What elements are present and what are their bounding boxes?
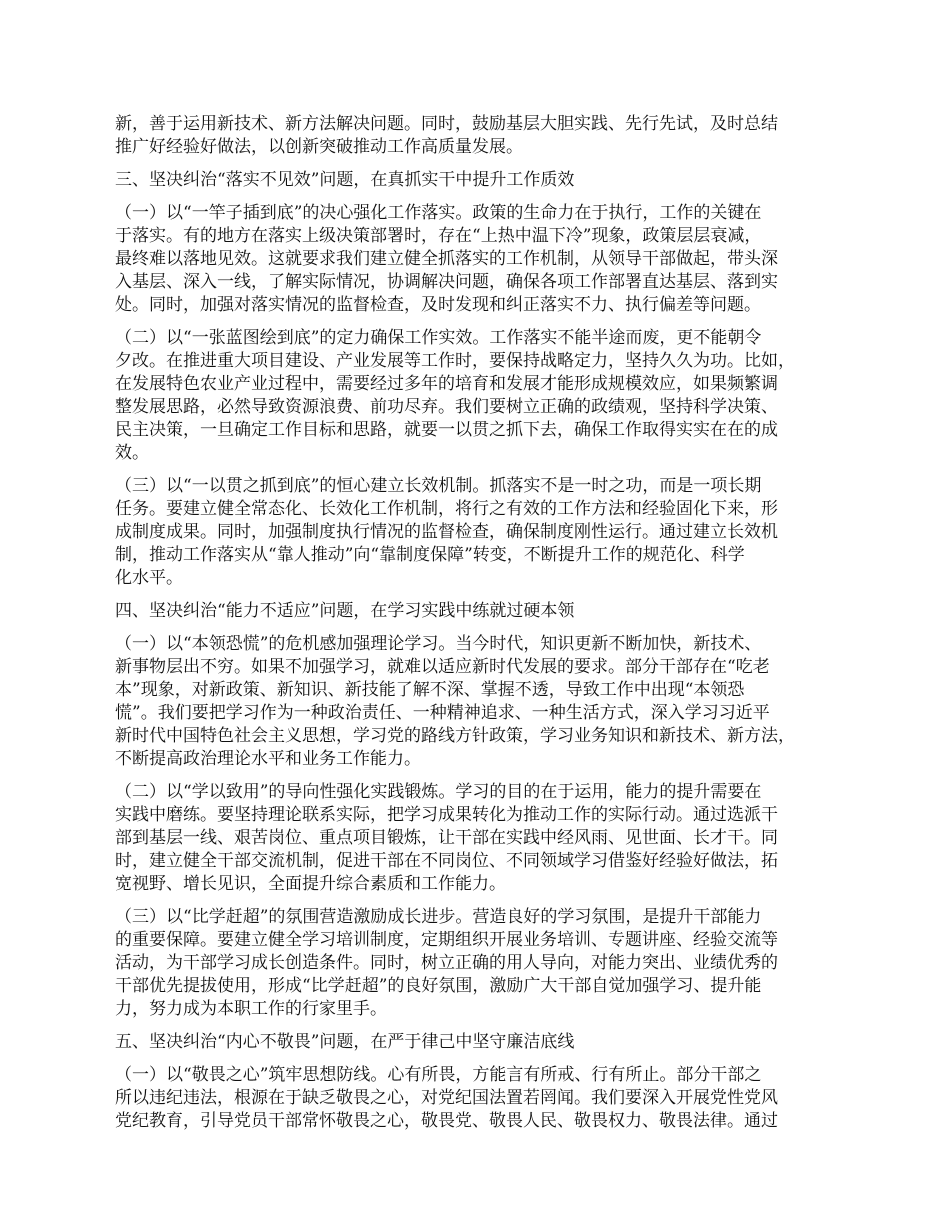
paragraph [115, 633, 845, 771]
text-line: （一）以“一竿子插到底”的决心强化工作落实。政策的生命力在于执行，工作的关键在 [115, 203, 762, 223]
text-line: 于落实。有的地方在落实上级决策部署时，存在“上热中温下冷”现象，政策层层衰减， [115, 226, 762, 246]
text-line: 民主决策，一旦确定工作目标和思路，就要一以贯之抓下去，确保工作取得实实在在的成 [115, 420, 778, 440]
section-heading [115, 1031, 845, 1054]
text-line: 力，努力成为本职工作的行家里手。 [115, 999, 387, 1019]
paragraph [115, 113, 845, 159]
text-line: （三）以“一以贯之抓到底”的恒心建立长效机制。抓落实不是一时之功，而是一项长期 [115, 476, 762, 496]
text-line: 新事物层出不穷。如果不加强学习，就难以适应新时代发展的要求。部分干部存在“吃老 [115, 657, 770, 677]
text-line: 四、坚决纠治“能力不适应”问题，在学习实践中练就过硬本领 [115, 601, 575, 621]
text-line: 新时代中国特色社会主义思想，学习党的路线方针政策，学习业务知识和新技术、新方法， [115, 726, 795, 746]
text-line: 任务。要建立健全常态化、长效化工作机制，将行之有效的工作方法和经验固化下来，形 [115, 499, 778, 519]
text-line: （二）以“一张蓝图绘到底”的定力确保工作实效。工作落实不能半途而废，更不能朝令 [115, 328, 762, 348]
text-line: （一）以“本领恐慌”的危机感加强理论学习。当今时代，知识更新不断加快，新技术、 [115, 634, 762, 654]
text-line: 干部优先提拔使用，形成“比学赶超”的良好氛围，激励广大干部自觉加强学习、提升能 [115, 976, 762, 996]
paragraph [115, 906, 845, 1021]
text-line: 活动，为干部学习成长创造条件。同时，树立正确的用人导向，对能力突出、业绩优秀的 [115, 953, 778, 973]
text-line: 不断提高政治理论水平和业务工作能力。 [115, 749, 421, 769]
paragraph [115, 781, 845, 896]
document-body [115, 113, 845, 1143]
text-line: 慌”。我们要把学习作为一种政治责任、一种精神追求、一种生活方式，深入学习习近平 [115, 703, 770, 723]
text-line: 宽视野、增长见识，全面提升综合素质和工作能力。 [115, 874, 506, 894]
text-line: 五、坚决纠治“内心不敬畏”问题，在严于律己中坚守廉洁底线 [115, 1032, 575, 1052]
section-heading [115, 169, 845, 192]
text-line: 成制度成果。同时，加强制度执行情况的监督检查，确保制度刚性运行。通过建立长效机 [115, 522, 778, 542]
text-line: （二）以“学以致用”的导向性强化实践锻炼。学习的目的在于运用，能力的提升需要在 [115, 782, 762, 802]
text-line: （一）以“敬畏之心”筑牢思想防线。心有所畏，方能言有所戒、行有所止。部分干部之 [115, 1065, 762, 1085]
text-line: 制，推动工作落实从“靠人推动”向“靠制度保障”转变，不断提升工作的规范化、科学 [115, 545, 745, 565]
text-line: 效。 [115, 443, 149, 463]
section-heading [115, 600, 845, 623]
text-line: 入基层、深入一线，了解实际情况，协调解决问题，确保各项工作部署直达基层、落到实 [115, 272, 778, 292]
text-line: 党纪教育，引导党员干部常怀敬畏之心，敬畏党、敬畏人民、敬畏权力、敬畏法律。通过 [115, 1111, 778, 1131]
paragraph [115, 1064, 845, 1133]
text-line: 处。同时，加强对落实情况的监督检查，及时发现和纠正落实不力、执行偏差等问题。 [115, 295, 761, 315]
text-line: 部到基层一线、艰苦岗位、重点项目锻炼，让干部在实践中经风雨、见世面、长才干。同 [115, 828, 778, 848]
paragraph [115, 327, 845, 465]
text-line: 推广好经验好做法，以创新突破推动工作高质量发展。 [115, 137, 523, 157]
paragraph [115, 475, 845, 590]
text-line: 整发展思路，必然导致资源浪费、前功尽弃。我们要树立正确的政绩观，坚持科学决策、 [115, 397, 778, 417]
text-line: 新，善于运用新技术、新方法解决问题。同时，鼓励基层大胆实践、先行先试，及时总结 [115, 114, 778, 134]
text-line: 所以违纪违法，根源在于缺乏敬畏之心，对党纪国法置若罔闻。我们要深入开展党性党风 [115, 1088, 778, 1108]
text-line: 化水平。 [115, 568, 183, 588]
text-line: 本”现象，对新政策、新知识、新技能了解不深、掌握不透，导致工作中出现“本领恐 [115, 680, 745, 700]
text-line: 三、坚决纠治“落实不见效”问题，在真抓实干中提升工作质效 [115, 170, 575, 190]
text-line: 在发展特色农业产业过程中，需要经过多年的培育和发展才能形成规模效应，如果频繁调 [115, 374, 778, 394]
text-line: 的重要保障。要建立健全学习培训制度，定期组织开展业务培训、专题讲座、经验交流等 [115, 930, 778, 950]
text-line: 实践中磨练。要坚持理论联系实际，把学习成果转化为推动工作的实际行动。通过选派干 [115, 805, 778, 825]
paragraph [115, 202, 845, 317]
text-line: 夕改。在推进重大项目建设、产业发展等工作时，要保持战略定力，坚持久久为功。比如， [115, 351, 795, 371]
text-line: 时，建立健全干部交流机制，促进干部在不同岗位、不同领域学习借鉴好经验好做法，拓 [115, 851, 778, 871]
text-line: 最终难以落地见效。这就要求我们建立健全抓落实的工作机制，从领导干部做起，带头深 [115, 249, 778, 269]
text-line: （三）以“比学赶超”的氛围营造激励成长进步。营造良好的学习氛围，是提升干部能力 [115, 907, 762, 927]
